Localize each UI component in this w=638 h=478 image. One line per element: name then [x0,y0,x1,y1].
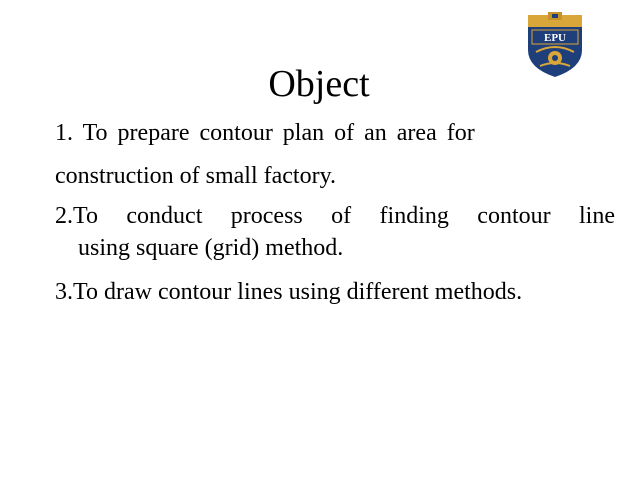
objective-3-line-1: 3.To draw contour lines using different methods. [55,279,523,305]
objective-2-line-1: 2.To conduct process of finding contour line [55,203,615,229]
objective-2-line-2: using square (grid) method. [78,235,344,261]
objective-1-line-2: construction of small factory. [55,163,337,189]
objective-1-line-1: 1. To prepare contour plan of an area for [55,120,475,146]
slide-title: Object [268,63,370,105]
svg-text:EPU: EPU [544,32,566,44]
